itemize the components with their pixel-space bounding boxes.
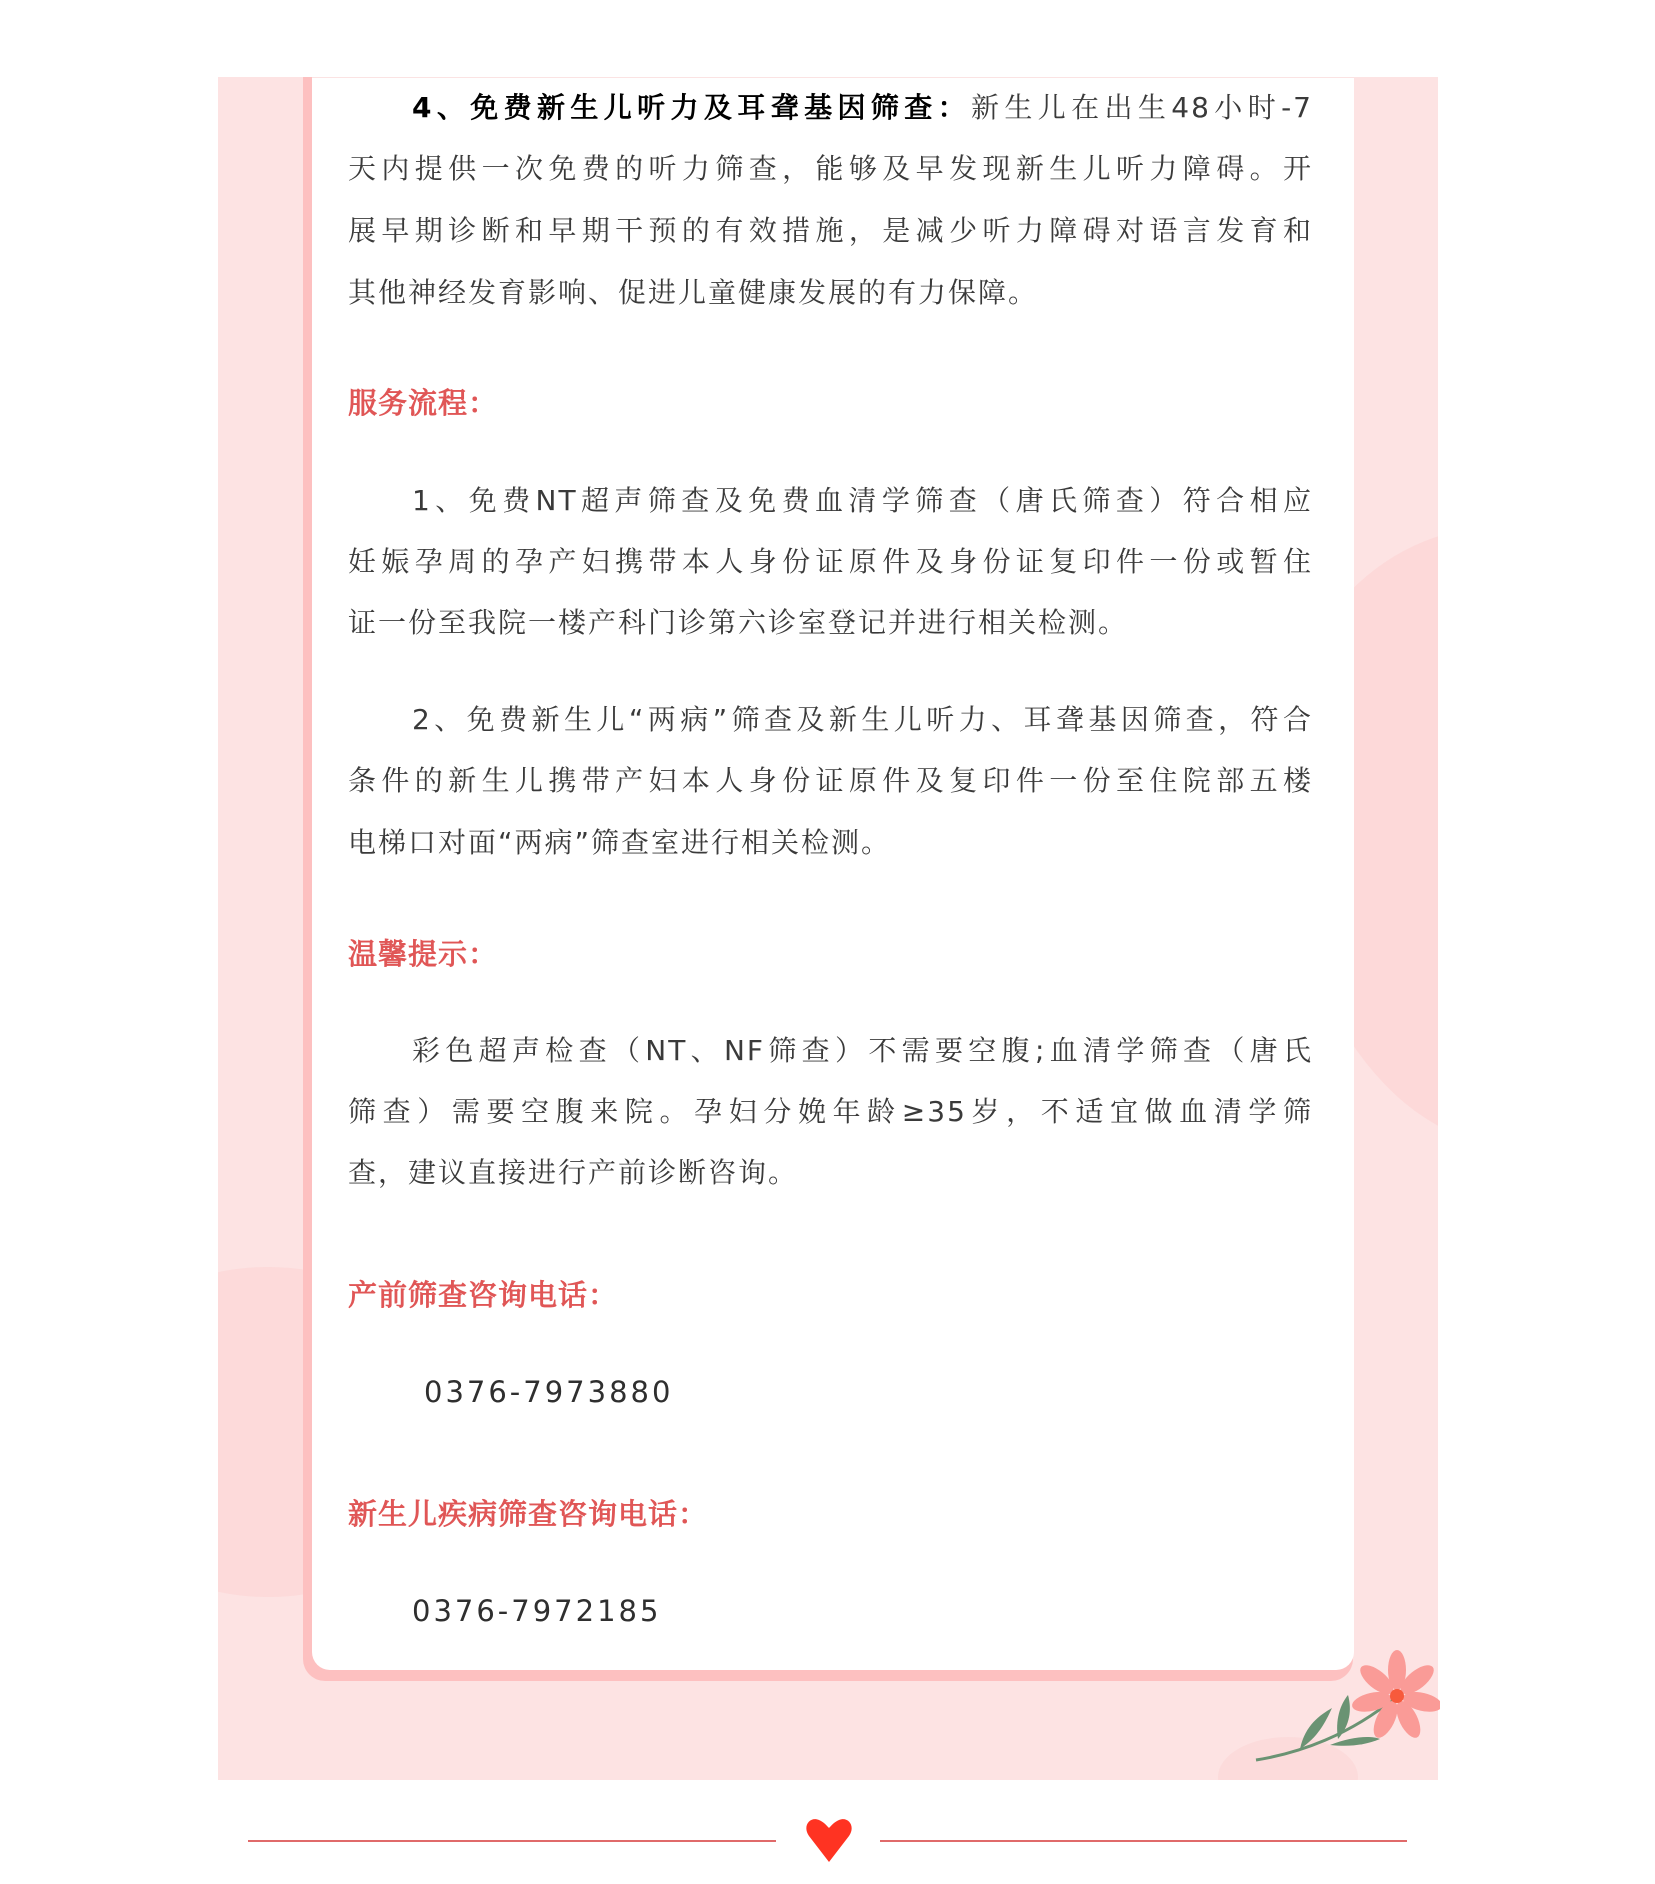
section4-bold-lead: 4、免费新生儿听力及耳聋基因筛查： (412, 91, 971, 124)
section4-text: 新生儿在出生48小时-7 (971, 91, 1313, 124)
item1-line-2: 妊娠孕周的孕产妇携带本人身份证原件及身份证复印件一份或暂住 (348, 545, 1313, 578)
prenatal-phone-number[interactable]: 0376-7973880 (424, 1375, 674, 1409)
newborn-phone-heading: 新生儿疾病筛查咨询电话： (348, 1497, 709, 1531)
divider-right (880, 1840, 1407, 1842)
item2-line-3: 电梯口对面“两病”筛查室进行相关检测。 (348, 826, 892, 859)
tips-line-1: 彩色超声检查（NT、NF筛查）不需要空腹;血清学筛查（唐氏 (412, 1034, 1313, 1067)
tips-line-3: 查，建议直接进行产前诊断咨询。 (348, 1156, 799, 1189)
heart-icon (804, 1818, 854, 1864)
prenatal-phone-heading: 产前筛查咨询电话： (348, 1278, 619, 1312)
divider-left (248, 1840, 776, 1842)
section4-line-1 (412, 88, 1313, 128)
tips-heading: 温馨提示： (348, 937, 499, 971)
item2-line-1: 2、免费新生儿“两病”筛查及新生儿听力、耳聋基因筛查，符合 (412, 703, 1313, 736)
item1-line-1: 1、免费NT超声筛查及免费血清学筛查（唐氏筛查）符合相应 (412, 484, 1313, 517)
flower-icon (1250, 1645, 1440, 1775)
tips-line-2: 筛查）需要空腹来院。孕妇分娩年龄≥35岁，不适宜做血清学筛 (348, 1095, 1313, 1128)
section4-line-4: 其他神经发育影响、促进儿童健康发展的有力保障。 (348, 276, 1039, 309)
newborn-phone-number[interactable]: 0376-7972185 (412, 1594, 662, 1628)
content-card (312, 77, 1354, 1670)
section4-line-3: 展早期诊断和早期干预的有效措施，是减少听力障碍对语言发育和 (348, 214, 1313, 247)
item2-line-2: 条件的新生儿携带产妇本人身份证原件及复印件一份至住院部五楼 (348, 764, 1313, 797)
section4-line-2: 天内提供一次免费的听力筛查，能够及早发现新生儿听力障碍。开 (348, 152, 1313, 185)
service-process-heading: 服务流程： (348, 386, 499, 420)
item1-line-3: 证一份至我院一楼产科门诊第六诊室登记并进行相关检测。 (348, 606, 1129, 639)
